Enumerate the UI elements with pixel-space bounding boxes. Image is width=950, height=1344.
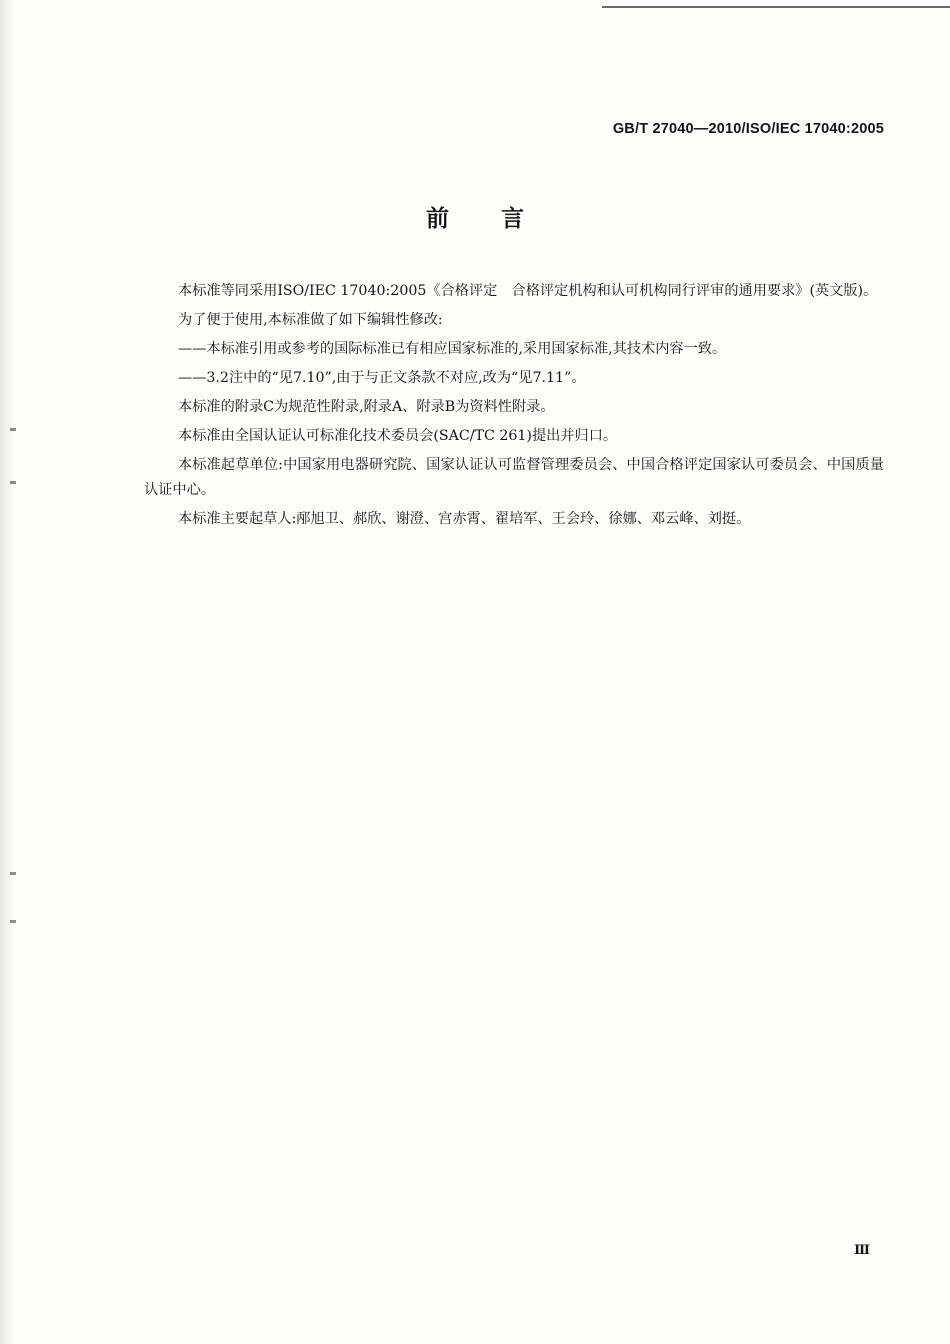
margin-mark (10, 428, 16, 431)
paragraph-editorial-item-1: ——本标准引用或参考的国际标准已有相应国家标准的,采用国家标准,其技术内容一致。 (178, 341, 727, 357)
paragraph-editorial-intro: 为了便于使用,本标准做了如下编辑性修改: (178, 312, 443, 328)
page-number: Ⅲ (854, 1243, 869, 1258)
paragraph-adoption: 本标准等同采用ISO/IEC 17040:2005《合格评定 合格评定机构和认可机构同行评审的通用要求》(英文版)。 (178, 283, 878, 299)
title-char-1: 前 (426, 206, 449, 232)
paragraph-editorial-item-2: ——3.2注中的“见7.10”,由于与正文条款不对应,改为“见7.11”。 (178, 370, 586, 386)
margin-mark (10, 920, 16, 923)
section-title (0, 200, 950, 233)
paragraph-drafting-units: 本标准起草单位:中国家用电器研究院、国家认证认可监督管理委员会、中国合格评定国家认可委员会、中国质量认证中心。 (144, 457, 884, 498)
standard-code-header: GB/T 27040—2010/ISO/IEC 17040:2005 (612, 121, 884, 137)
paragraph-proposer: 本标准由全国认证认可标准化技术委员会(SAC/TC 261)提出并归口。 (178, 428, 618, 444)
paragraph-drafters: 本标准主要起草人:邴旭卫、郝欣、谢澄、宫赤霄、翟培军、王会玲、徐娜、邓云峰、刘挺。 (178, 511, 751, 527)
paragraph-annexes: 本标准的附录C为规范性附录,附录A、附录B为资料性附录。 (178, 399, 555, 415)
margin-mark (10, 872, 16, 875)
foreword-body (144, 279, 884, 536)
title-char-2: 言 (501, 206, 524, 232)
top-rule (602, 6, 950, 8)
margin-mark (10, 481, 16, 484)
